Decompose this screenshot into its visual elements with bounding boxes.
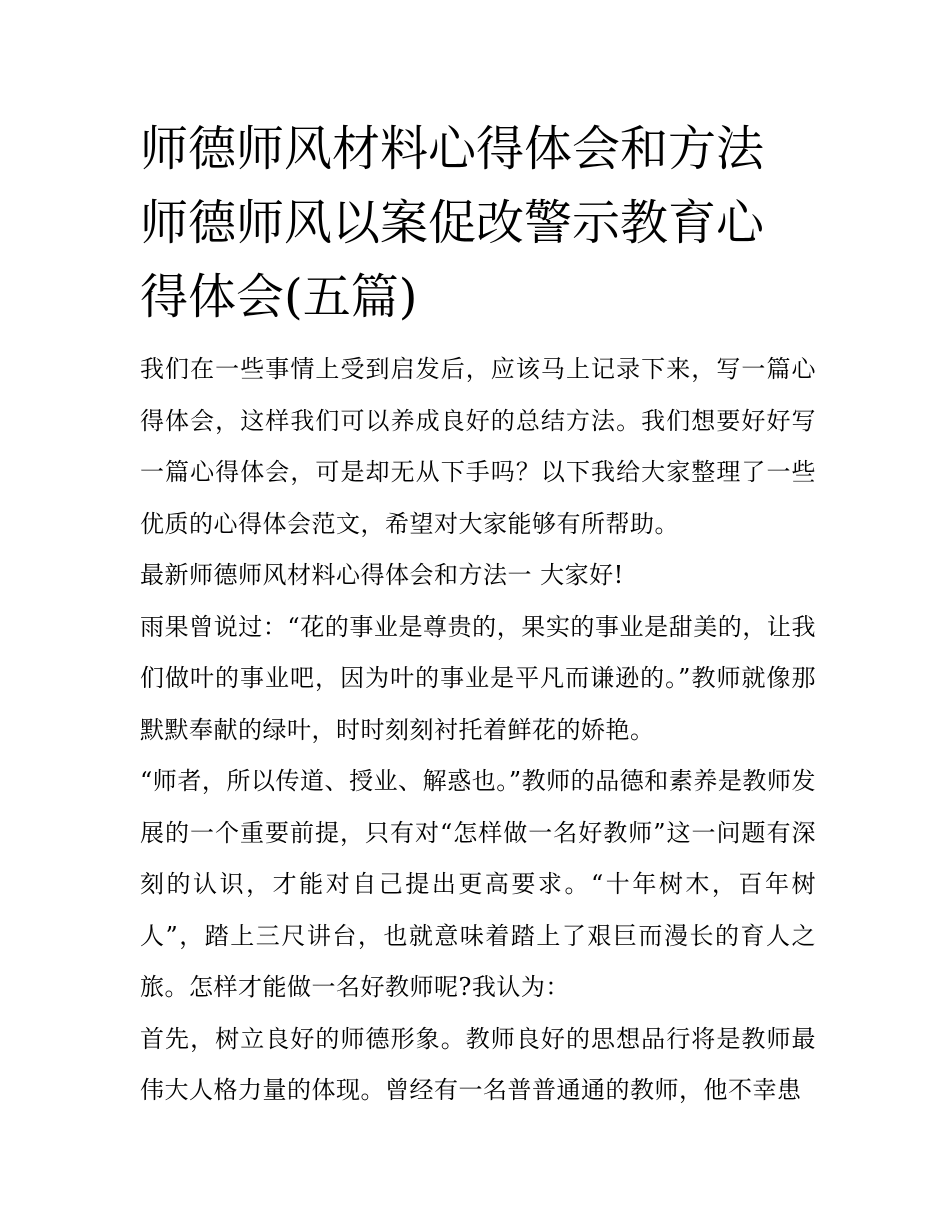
paragraph-section-heading: 最新师德师风材料心得体会和方法一 大家好! [140,561,624,589]
paragraph-first-point: 首先，树立良好的师德形象。教师良好的思想品行将是教师最伟大人格力量的体现。曾经有一名普普通通的教师，他不幸患 [140,1024,816,1104]
paragraph-hugo-quote: 雨果曾说过：“花的事业是尊贵的，果实的事业是甜美的，让我们做叶的事业吧，因为叶的事业是平凡而谦逊的。”教师就像那默默奉献的绿叶，时时刻刻衬托着鲜花的娇艳。 [140,612,816,744]
document-title: 师德师风材料心得体会和方法师德师风以案促改警示教育心得体会(五篇) [140,121,765,325]
document-body [140,112,816,1117]
paragraph-intro: 我们在一些事情上受到启发后，应该马上记录下来，写一篇心得体会，这样我们可以养成良好的总结方法。我们想要好好写一篇心得体会，可是却无从下手吗？以下我给大家整理了一些优质的心得体会范文，希望对大家能够有所帮助。 [140,355,816,538]
paragraph-teacher-role: “师者，所以传道、授业、解惑也。”教师的品德和素养是教师发展的一个重要前提，只有对“怎样做一名好教师”这一问题有深刻的认识，才能对自己提出更高要求。“十年树木，百年树人”，踏上三尺讲台，也就意味着踏上了艰巨而漫长的育人之旅。怎样才能做一名好教师呢?我认为： [140,767,816,1001]
